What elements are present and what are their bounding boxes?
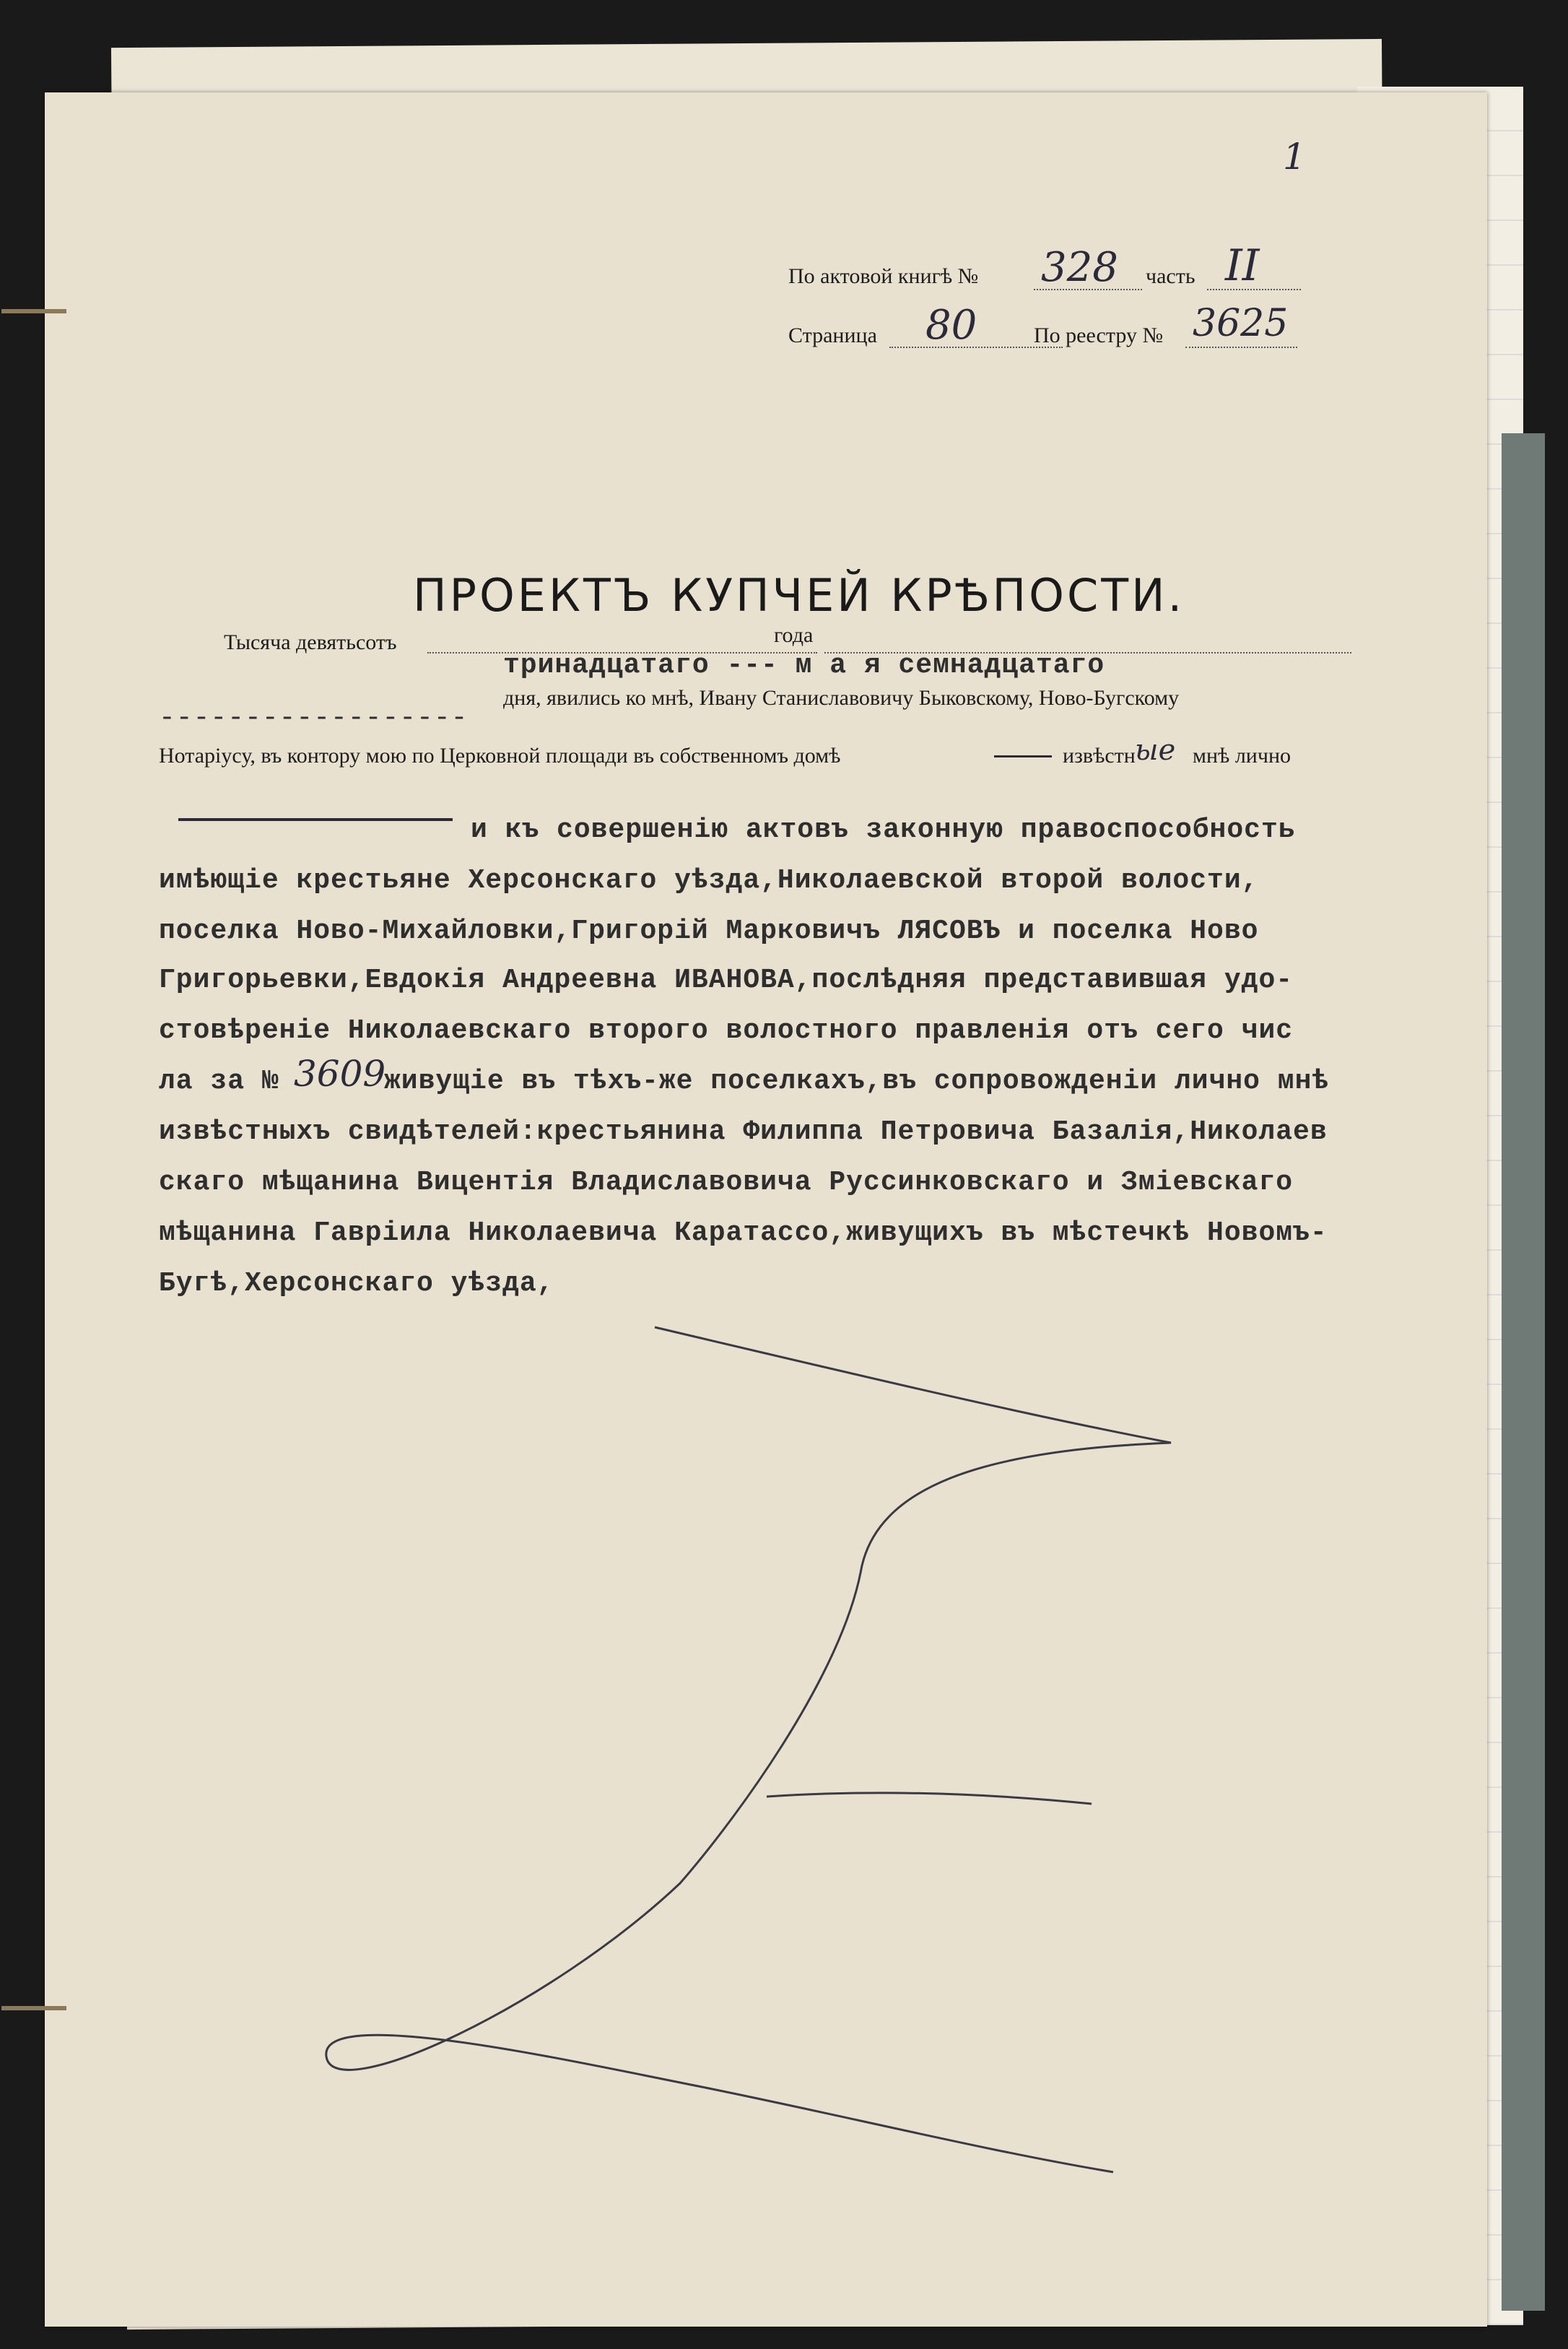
body-line: живущіе въ тѣхъ-же поселкахъ,въ сопровожденіи лично мнѣ [384,1066,1330,1097]
known-ending: ые [1135,734,1176,767]
personally-label: мнѣ лично [1193,744,1291,768]
body-line: скаго мѣщанина Вицентія Владиславовича Руссинковскаго и Зміевскаго [159,1167,1294,1198]
date-fill: тринадцатаго --- м а я семнадцатаго [503,650,1105,681]
registry-label: По реестру № [1034,324,1164,347]
document-title: ПРОЕКТЪ КУПЧЕЙ КРѢПОСТИ. [413,569,1185,622]
book-number: 328 [1041,244,1118,291]
page-label: Страница [788,324,877,347]
year-label: Тысяча девятьсотъ [224,630,397,654]
body-line: мѣщанина Гавріила Николаевича Каратассо,живущихъ въ мѣстечкѣ Новомъ- [159,1217,1328,1249]
page-number: 1 [1283,136,1306,178]
document-page [45,92,1487,2327]
registry-number: 3625 [1193,302,1289,345]
part-label: часть [1146,264,1195,288]
folder-edge [1502,433,1545,2311]
body-line: ла за № [159,1066,279,1097]
dash-fill: ------------------ [159,703,469,734]
part-number: II [1225,240,1260,291]
body-line: Бугѣ,Херсонскаго уѣзда, [159,1268,554,1299]
cancellation-scribble [45,92,1487,2327]
form-line-2: дня, явились ко мнѣ, Ивану Станиславовичу Быковскому, Ново-Бугскому [503,686,1180,710]
body-line: поселка Ново-Михайловки,Григорій Марковичъ ЛЯСОВЪ и поселка Ново [159,916,1259,947]
form-line-3: Нотаріусу, въ контору мою по Церковной площади въ собственномъ домѣ [159,744,841,768]
body-line: стовѣреніе Николаевскаго второго волостного правленія отъ сего чис [159,1015,1294,1046]
book-label: По актовой книгѣ № [788,264,979,288]
body-line: извѣстныхъ свидѣтелей:крестьянина Филиппа Петровича Базалія,Николаев [159,1116,1328,1147]
page-value: 80 [925,302,977,349]
body-line: Григорьевки,Евдокія Андреевна ИВАНОВА,послѣдняя представившая удо- [159,965,1294,996]
body-line: имѣющіе крестьяне Херсонскаго уѣзда,Николаевской второй волости, [159,865,1259,896]
year-suffix: года [774,623,814,647]
certificate-number: 3609 [294,1053,386,1095]
known-label: извѣстн [1063,744,1136,768]
body-line: и къ совершенію актовъ законную правоспособность [471,815,1296,846]
